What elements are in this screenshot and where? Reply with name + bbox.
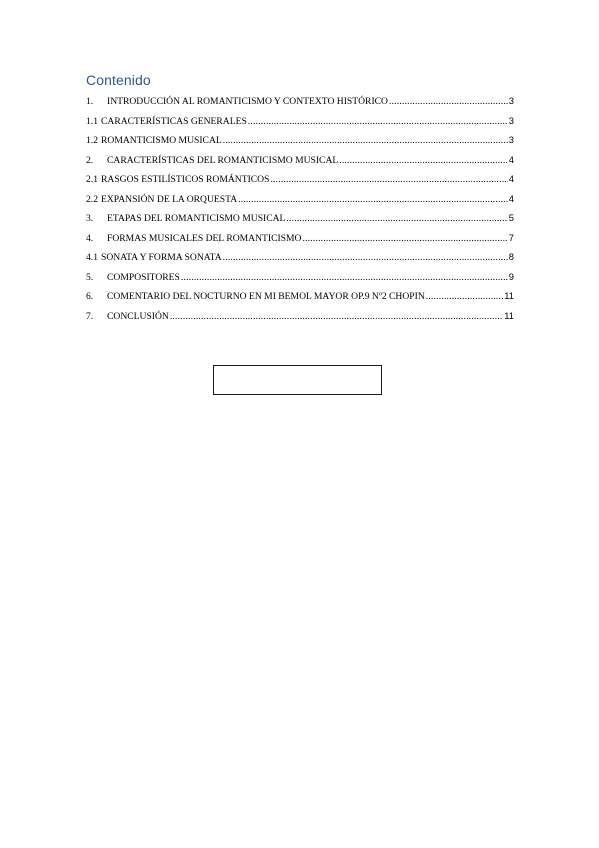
dot-leader <box>389 92 508 112</box>
toc-entry-number: 2. <box>86 154 94 166</box>
toc-entry-label: CARACTERÍSTICAS GENERALES <box>101 115 247 127</box>
toc-entry-page: 4 <box>508 153 514 165</box>
dot-leader <box>302 229 507 249</box>
toc-entry-rasgos-estilisticos[interactable] <box>86 169 514 189</box>
toc-entry-caracteristicas-generales[interactable] <box>86 111 514 131</box>
dot-leader <box>181 268 508 288</box>
toc-entry-page: 7 <box>508 231 514 243</box>
toc-entry-page: 5 <box>508 212 514 223</box>
toc-entry-formas-musicales[interactable] <box>86 228 514 248</box>
toc-entry-conclusion[interactable] <box>86 306 514 326</box>
dot-leader <box>286 209 507 229</box>
empty-text-box[interactable] <box>213 365 382 395</box>
toc-entry-number: 1.1 <box>86 115 98 127</box>
toc-entry-compositores[interactable] <box>86 267 514 287</box>
toc-entry-sonata[interactable] <box>86 247 514 267</box>
toc-entry-comentario-nocturno[interactable] <box>86 286 514 306</box>
dot-leader <box>248 112 508 132</box>
toc-entry-page: 3 <box>508 114 514 126</box>
dot-leader <box>270 170 507 190</box>
toc-entry-label: FORMAS MUSICALES DEL ROMANTICISMO <box>107 232 302 244</box>
dot-leader <box>223 131 508 151</box>
table-of-contents <box>86 91 514 325</box>
toc-entry-caracteristicas-romanticismo[interactable] <box>86 150 514 170</box>
toc-entry-page: 11 <box>504 290 514 301</box>
toc-entry-page: 3 <box>508 95 514 106</box>
toc-entry-number: 2.1 <box>86 174 98 185</box>
dot-leader <box>339 151 508 171</box>
toc-entry-page: 4 <box>508 173 514 184</box>
toc-entry-number: 7. <box>86 310 94 322</box>
toc-entry-label: CARACTERÍSTICAS DEL ROMANTICISMO MUSICAL <box>107 154 339 166</box>
toc-entry-page: 9 <box>508 270 514 282</box>
toc-entry-page: 8 <box>508 251 514 262</box>
toc-entry-romanticismo-musical[interactable] <box>86 130 514 150</box>
toc-entry-number: 6. <box>86 291 94 302</box>
dot-leader <box>223 248 508 268</box>
toc-entry-expansion-orquesta[interactable] <box>86 189 514 209</box>
toc-entry-number: 1. <box>86 96 94 107</box>
toc-entry-number: 4. <box>86 232 94 244</box>
toc-entry-label: RASGOS ESTILÍSTICOS ROMÁNTICOS <box>101 174 270 185</box>
toc-entry-introduccion[interactable] <box>86 91 514 111</box>
toc-title: Contenido <box>86 72 151 88</box>
toc-entry-label: SONATA Y FORMA SONATA <box>101 252 222 263</box>
toc-entry-number: 5. <box>86 271 94 283</box>
toc-entry-page: 11 <box>504 309 514 321</box>
toc-entry-label: INTRODUCCIÓN AL ROMANTICISMO Y CONTEXTO HISTÓRICO <box>107 96 388 107</box>
toc-entry-page: 3 <box>508 134 514 145</box>
toc-entry-label: CONCLUSIÓN <box>107 310 169 322</box>
toc-entry-number: 3. <box>86 213 94 224</box>
dot-leader <box>238 190 508 210</box>
toc-entry-page: 4 <box>508 192 514 204</box>
toc-entry-number: 1.2 <box>86 135 98 146</box>
toc-entry-number: 2.2 <box>86 193 98 205</box>
toc-entry-label: COMENTARIO DEL NOCTURNO EN MI BEMOL MAYOR OP.9 Nº2 CHOPIN <box>107 291 425 302</box>
toc-entry-label: ETAPAS DEL ROMANTICISMO MUSICAL <box>107 213 286 224</box>
toc-entry-etapas[interactable] <box>86 208 514 228</box>
toc-entry-label: COMPOSITORES <box>107 271 180 283</box>
toc-entry-label: ROMANTICISMO MUSICAL <box>101 135 222 146</box>
dot-leader <box>426 287 504 307</box>
toc-entry-number: 4.1 <box>86 252 98 263</box>
dot-leader <box>170 307 503 327</box>
toc-entry-label: EXPANSIÓN DE LA ORQUESTA <box>101 193 238 205</box>
